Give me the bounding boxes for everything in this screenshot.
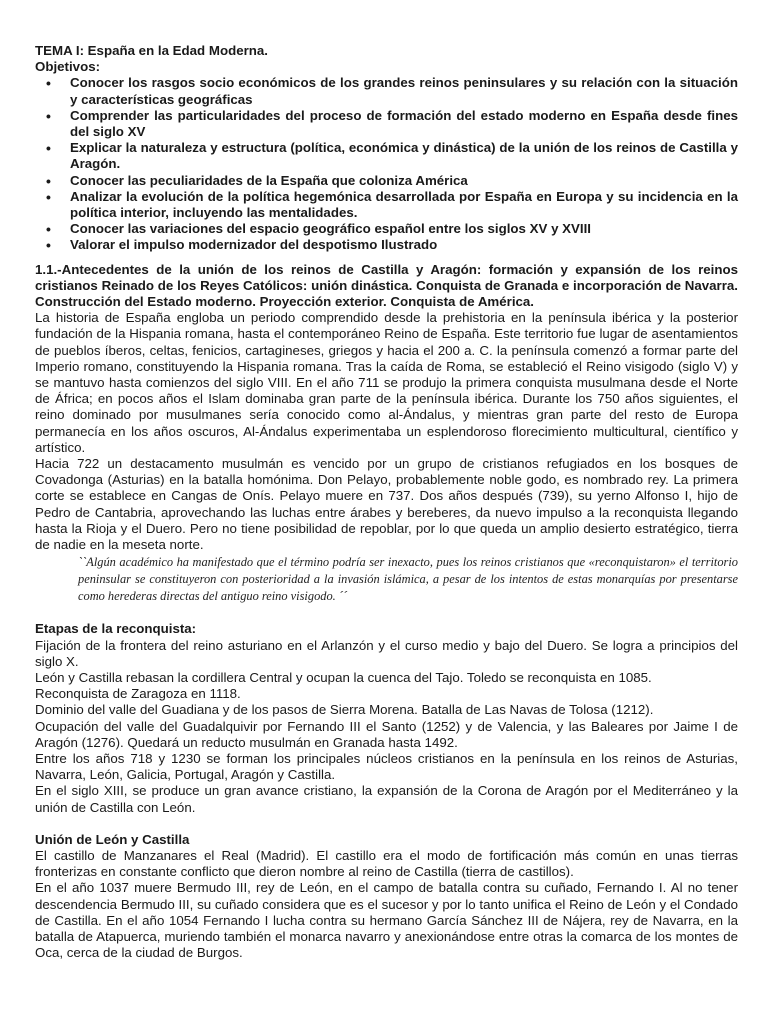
paragraph: En el siglo XIII, se produce un gran avance cristiano, la expansión de la Corona de Aragón por el Mediterráneo y la unión de Castilla con León.	[35, 783, 738, 815]
paragraph: El castillo de Manzanares el Real (Madrid). El castillo era el modo de fortificación más común en unas tierras fronterizas en constante conflicto que dieron nombre al reino de Castilla (tierra de castillos).	[35, 847, 738, 880]
paragraph: En el año 1037 muere Bermudo III, rey de León, en el campo de batalla contra su cuñado, Fernando I. Al no tener descendencia Bermudo III, su cuñado considera que es el sucesor y por lo tanto unifica el Reino de León y el Condado de Castilla. En el año 1054 Fernando I lucha contra su hermano García Sánchez III de Nájera, rey de Navarra, en la batalla de Atapuerca, muriendo también el monarca navarro y anexionándose entre otras la comarca de los montes de Oca, cerca de la ciudad de Burgos.	[35, 880, 738, 961]
objective-item: • Comprender las particularidades del proceso de formación del estado moderno en España desde fines del siglo XV	[35, 108, 738, 140]
document-page	[35, 43, 738, 961]
objective-item: • Analizar la evolución de la política hegemónica desarrollada por España en Europa y su incidencia en la política interior, incluyendo las mentalidades.	[35, 189, 738, 221]
paragraph: Dominio del valle del Guadiana y de los pasos de Sierra Morena. Batalla de Las Navas de Tolosa (1212).	[35, 702, 654, 718]
objectives-label: Objetivos:	[35, 59, 101, 75]
section-title: 1.1.-Antecedentes de la unión de los reinos de Castilla y Aragón: formación y expansión de los reinos cristianos Reinado de los Reyes Católicos: unión dinástica. Conquista de Granada e incorporación de Navarra. Construcción del Estado moderno. Proyección exterior. Conquista de América.	[35, 261, 738, 310]
objective-item: • Conocer las peculiaridades de la España que coloniza América	[35, 173, 738, 189]
section-title: Etapas de la reconquista:	[35, 621, 197, 637]
objectives-list	[35, 75, 738, 253]
paragraph: La historia de España engloba un periodo comprendido desde la prehistoria en la península ibérica y la posterior fundación de la Hispania romana, hasta el contemporáneo Reino de España. Este territorio fue lugar de asentamientos de pueblos íberos, celtas, fenicios, cartagineses, griegos y hacia el 200 a. C. la península comenzó a formar parte del Imperio romano, constituyendo la Hispania romana. Tras la caída de Roma, se estableció el Reino visigodo (siglo V) y se mantuvo hasta comienzos del siglo VIII. En el año 711 se produjo la primera conquista musulmana desde el Norte de África; en pocos años el Islam dominaba gran parte de la península ibérica. Durante los 750 años siguientes, el reino dominado por musulmanes sería conocido como al-Ándalus, y mientras gran parte del resto de Europa permanecía en los años oscuros, Al-Ándalus experimentaba un esplendoroso florecimiento multicultural, científico y artístico.	[35, 310, 738, 455]
paragraph: Entre los años 718 y 1230 se forman los principales núcleos cristianos en la península en los reinos de Asturias, Navarra, León, Galicia, Portugal, Aragón y Castilla.	[35, 750, 738, 783]
paragraph: León y Castilla rebasan la cordillera Central y ocupan la cuenca del Tajo. Toledo se reconquista en 1085.	[35, 669, 652, 685]
objective-item: • Conocer los rasgos socio económicos de los grandes reinos peninsulares y su relación con la situación y características geográficas	[35, 75, 738, 107]
paragraph: Hacia 722 un destacamento musulmán es vencido por un grupo de cristianos refugiados en los bosques de Covadonga (Asturias) en la batalla homónima. Don Pelayo, probablemente noble godo, es nombrado rey. La primera corte se establece en Cangas de Onís. Pelayo muere en 737. Dos años después (739), su yerno Alfonso I, hijo de Pedro de Cantabria, aprovechando las luchas entre árabes y bereberes, da nuevo impulso a la reconquista llegando hasta la Rioja y el Duero. Pero no tiene posibilidad de repoblar, por lo que queda un amplio desierto estratégico, tierra de nadie en la meseta norte.	[35, 456, 738, 553]
objective-item: • Explicar la naturaleza y estructura (política, económica y dinástica) de la unión de los reinos de Castilla y Aragón.	[35, 140, 738, 172]
section-title: Unión de León y Castilla	[35, 831, 190, 847]
quote-block: ``Algún académico ha manifestado que el término podría ser inexacto, pues los reinos cristianos que «reconquistaron» el territorio peninsular se constituyeron con posterioridad a la invasión islámica, a pesar de los intentos de estas monarquías por presentarse como herederas directas del antiguo reino visigodo. ´´	[78, 555, 738, 604]
objective-item: • Valorar el impulso modernizador del despotismo Ilustrado	[35, 237, 738, 253]
paragraph: Reconquista de Zaragoza en 1118.	[35, 686, 241, 702]
document-heading: TEMA I: España en la Edad Moderna.	[35, 43, 268, 58]
paragraph: Fijación de la frontera del reino asturiano en el Arlanzón y el curso medio y bajo del Duero. Se logra a principios del siglo X.	[35, 637, 738, 669]
objective-item: • Conocer las variaciones del espacio geográfico español entre los siglos XV y XVIII	[35, 221, 738, 237]
paragraph: Ocupación del valle del Guadalquivir por Fernando III el Santo (1252) y de Valencia, y las Baleares por Jaime I de Aragón (1276). Quedará un reducto musulmán en Granada hasta 1492.	[35, 718, 738, 750]
